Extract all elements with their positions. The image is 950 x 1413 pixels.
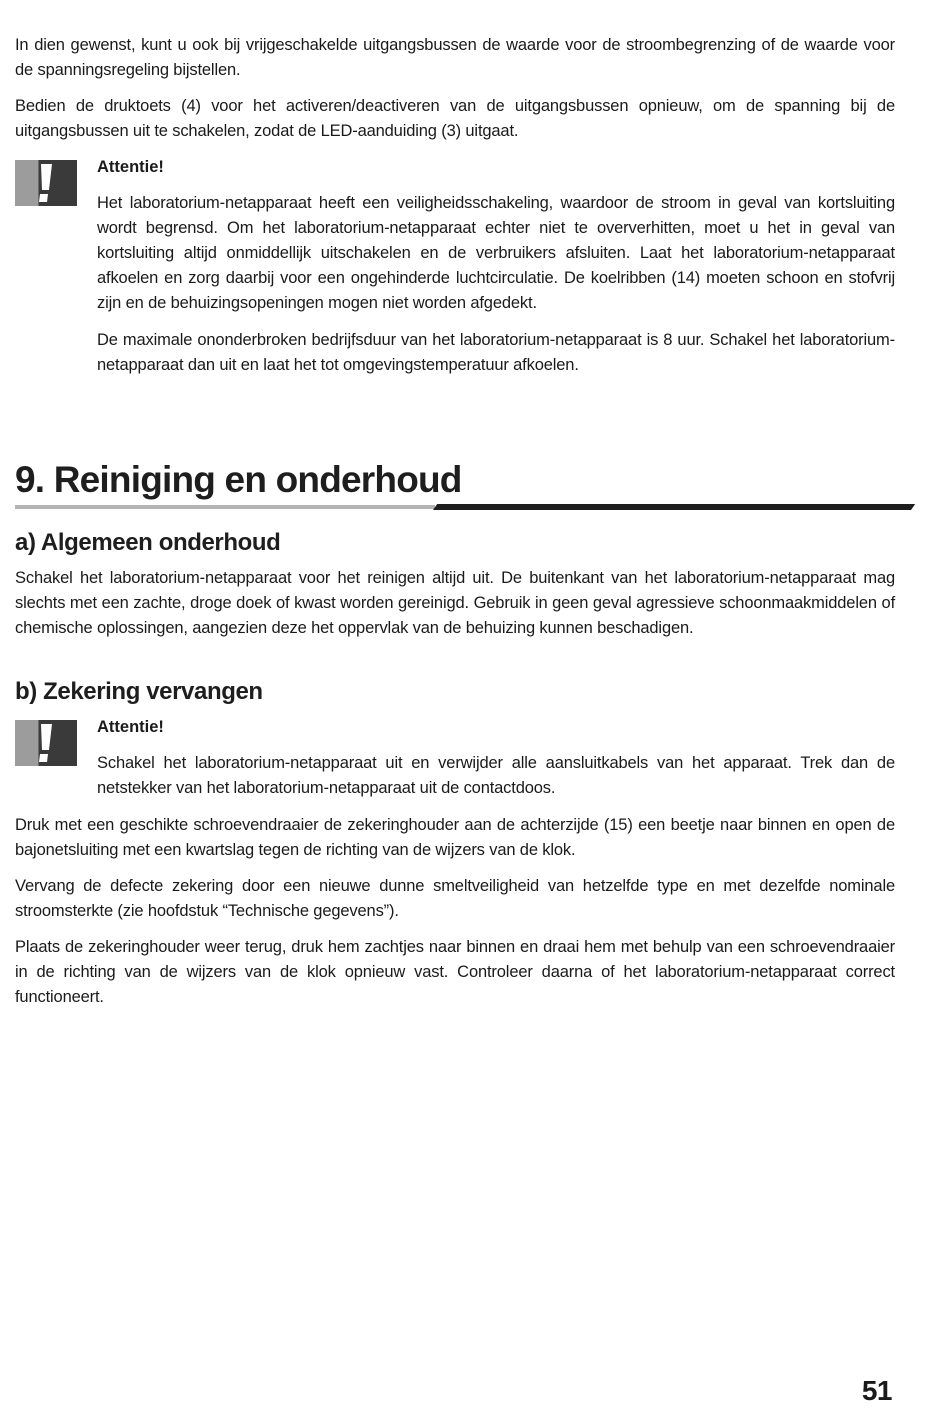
intro-paragraph-2: Bedien de druktoets (4) voor het activeren/deactiveren van de uitgangsbussen opnieuw, om de spanning bij de uitgangsbussen uit te schakelen, zodat de LED-aanduiding (3) uitgaat. xyxy=(15,97,895,140)
warning-paragraph-2: De maximale ononderbroken bedrijfsduur van het laboratorium-netapparaat is 8 uur. Schakel het laboratorium-netapparaat dan uit en laat het tot omgevingstemperatuur afkoelen. xyxy=(97,331,895,374)
section-b-paragraph-2: Vervang de defecte zekering door een nieuwe dunne smeltveiligheid van hetzelfde type en met dezelfde nominale stroomsterkte (zie hoofdstuk “Technische gegevens”). xyxy=(15,877,895,920)
heading-rule-light xyxy=(15,505,435,509)
exclamation-warning-icon xyxy=(15,160,77,206)
section-b-heading: b) Zekering vervangen xyxy=(15,678,263,705)
warning-title: Attentie! xyxy=(97,158,164,176)
section-a-heading: a) Algemeen onderhoud xyxy=(15,529,281,556)
heading-rule-dark xyxy=(433,504,915,510)
page-number: 51 xyxy=(861,1375,892,1406)
section-a-paragraph: Schakel het laboratorium-netapparaat voor het reinigen altijd uit. De buitenkant van het laboratorium-netapparaat mag slechts met een zachte, droge doek of kwast worden gereinigd. Gebruik in geen geval agressieve schoonmaakmiddelen of chemische oplossingen, aangezien deze het oppervlak van de behuizing kunnen beschadigen. xyxy=(15,569,895,637)
warning-paragraph: Schakel het laboratorium-netapparaat uit en verwijder alle aansluitkabels van het apparaat. Trek dan de netstekker van het laboratorium-netapparaat uit de contactdoos. xyxy=(97,754,895,797)
section-b-paragraph-3: Plaats de zekeringhouder weer terug, druk hem zachtjes naar binnen en draai hem met behulp van een schroevendraaier in de richting van de wijzers van de klok opnieuw vast. Controleer daarna of het laboratorium-netapparaat correct functioneert. xyxy=(15,938,895,1006)
document-page xyxy=(15,0,895,1413)
intro-paragraph-1: In dien gewenst, kunt u ook bij vrijgeschakelde uitgangsbussen de waarde voor de stroombegrenzing of de waarde voor de spanningsregeling bijstellen. xyxy=(15,36,895,79)
warning-paragraph-1: Het laboratorium-netapparaat heeft een veiligheidsschakeling, waardoor de stroom in geval van kortsluiting wordt begrensd. Om het laboratorium-netapparaat echter niet te oververhitten, moet u het in geval van kortsluiting altijd onmiddellijk uitschakelen en de verbruikers afsluiten. Laat het laboratorium-netapparaat afkoelen en zorg daarbij voor een ongehinderde luchtcirculatie. De koelribben (14) moeten schoon en stofvrij zijn en de behuizingsopeningen mogen niet worden afgedekt. xyxy=(97,194,895,312)
warning-title: Attentie! xyxy=(97,718,164,736)
exclamation-warning-icon xyxy=(15,720,77,766)
section-b-paragraph-1: Druk met een geschikte schroevendraaier de zekeringhouder aan de achterzijde (15) een beetje naar binnen en open de bajonetsluiting met een kwartslag tegen de richting van de wijzers van de klok. xyxy=(15,816,895,859)
chapter-heading: 9. Reiniging en onderhoud xyxy=(15,459,462,500)
